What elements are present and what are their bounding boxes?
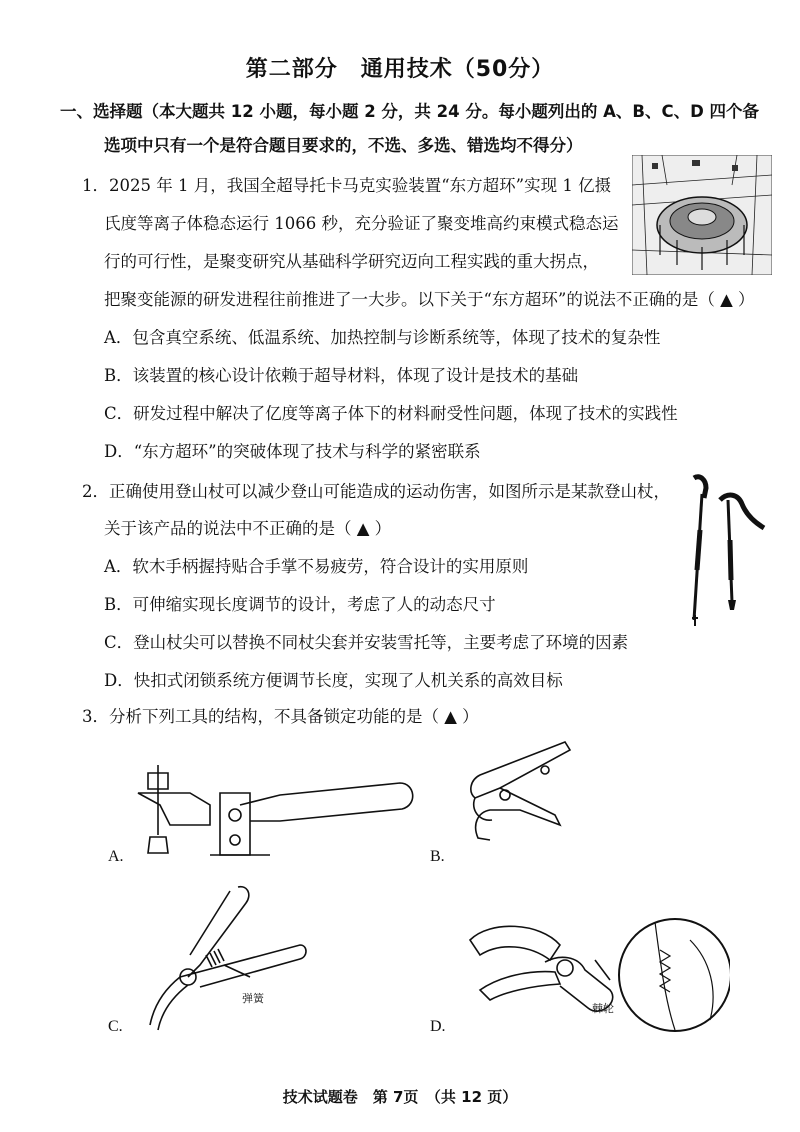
q2-option-d: D．快扣式闭锁系统方便调节长度，实现了人机关系的高效目标: [104, 671, 563, 690]
q3-label-a: A.: [108, 848, 124, 865]
ratchet-label: 棘轮: [592, 1002, 614, 1015]
q2-line-1: 2．正确使用登山杖可以减少登山可能造成的运动伤害，如图所示是某款登山杖，: [82, 482, 670, 501]
q1-line-1: 1．2025 年 1 月，我国全超导托卡马克实验装置“东方超环”实现 1 亿摄: [82, 176, 612, 195]
q2-option-b: B．可伸缩实现长度调节的设计，考虑了人的动态尺寸: [104, 595, 496, 614]
spring-pliers-image: [140, 885, 310, 1035]
q3-label-c: C.: [108, 1018, 123, 1035]
q1-line-3: 行的可行性，是聚变研究从基础科学研究迈向工程实践的重大拐点，: [104, 252, 599, 271]
q2-line-2: 关于该产品的说法中不正确的是（ ▲ ）: [104, 519, 392, 538]
tokamak-image: [632, 155, 772, 275]
section-heading-line2: 选项中只有一个是符合题目要求的，不选、多选、错选均不得分）: [104, 136, 583, 155]
q1-option-c: C．研发过程中解决了亿度等离子体下的材料耐受性问题，体现了技术的实践性: [104, 404, 678, 423]
q3-label-b: B.: [430, 848, 445, 865]
locking-pliers-image: [460, 740, 590, 850]
q1-line-2: 氏度等离子体稳态运行 1066 秒，充分验证了聚变堆高约束模式稳态运: [104, 214, 619, 233]
q3-label-d: D.: [430, 1018, 446, 1035]
q1-line-4: 把聚变能源的研发进程往前推进了一大步。以下关于“东方超环”的说法不正确的是（ ▲ ）: [104, 290, 755, 309]
q1-option-d: D．“东方超环”的突破体现了技术与科学的紧密联系: [104, 442, 481, 461]
trekking-pole-image: [680, 470, 780, 630]
spring-label: 弹簧: [242, 992, 264, 1005]
q1-option-b: B．该装置的核心设计依赖于超导材料，体现了设计是技术的基础: [104, 366, 579, 385]
q2-option-c: C．登山杖尖可以替换不同杖尖套并安装雪托等，主要考虑了环境的因素: [104, 633, 629, 652]
section-heading-line1: 一、选择题（本大题共 12 小题，每小题 2 分，共 24 分。每小题列出的 A、B、C、D 四个备: [60, 102, 760, 121]
page-footer: 技术试题卷 第 7页 （共 12 页）: [282, 1088, 518, 1106]
ratchet-pruner-image: [460, 900, 730, 1040]
toggle-clamp-image: [130, 765, 420, 865]
q3-stem: 3．分析下列工具的结构，不具备锁定功能的是（ ▲ ）: [82, 707, 479, 726]
q2-option-a: A．软木手柄握持贴合手掌不易疲劳，符合设计的实用原则: [104, 557, 529, 576]
page-title: 第二部分 通用技术（50分）: [245, 57, 555, 82]
q1-option-a: A．包含真空系统、低温系统、加热控制与诊断系统等，体现了技术的复杂性: [104, 328, 661, 347]
